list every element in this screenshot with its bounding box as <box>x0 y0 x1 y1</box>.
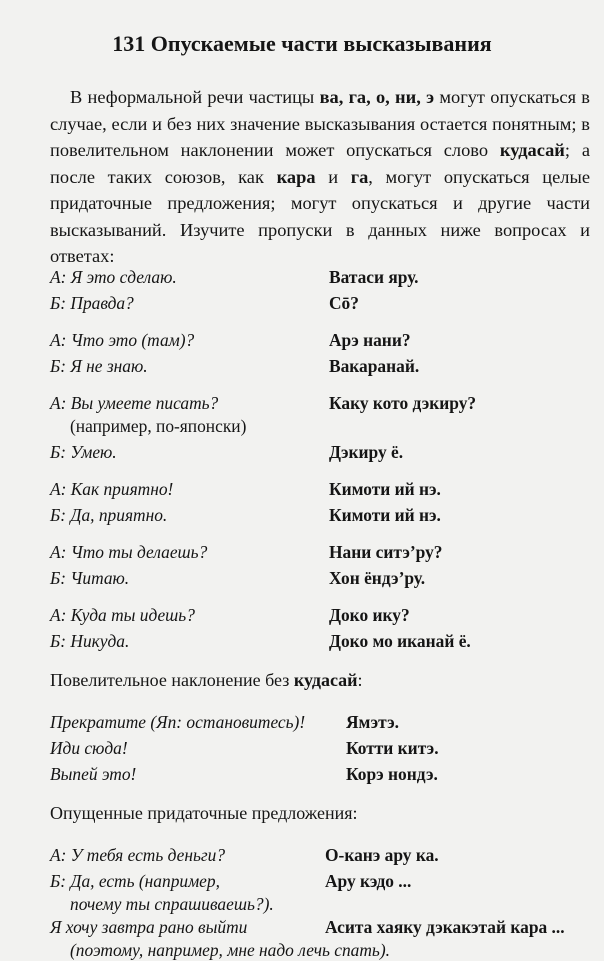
omitted-japanese: Асита хаяку дэкакэтай кара ... <box>325 917 565 937</box>
dialogue-russian: (например, по-японски) <box>70 416 247 436</box>
dialogue-russian: Б: Да, приятно. <box>50 505 168 525</box>
intro-text: и <box>315 166 351 187</box>
heading-colon: : <box>357 670 363 690</box>
dialogue-japanese: Сō? <box>329 293 359 313</box>
dialogue-japanese: Хон ёндэ’ру. <box>329 568 426 588</box>
intro-ga: га <box>350 166 369 187</box>
dialogue-russian: А: Как приятно! <box>50 479 174 499</box>
dialogue-russian: Б: Никуда. <box>50 631 130 651</box>
dialogue-japanese: Каку кото дэкиру? <box>329 393 477 413</box>
dialogue-russian: А: Я это сделаю. <box>50 267 177 287</box>
omitted-russian-continued: почему ты спрашиваешь?). <box>70 894 274 914</box>
dialogue-japanese: Дэкиру ё. <box>329 442 404 462</box>
omitted-russian: Б: Да, есть (например, <box>50 871 220 891</box>
imperative-russian: Иди сюда! <box>50 738 128 758</box>
omitted-russian-continued: (поэтому, например, мне надо лечь спать). <box>70 940 390 960</box>
dialogue-japanese: Кимоти ий нэ. <box>329 479 441 499</box>
intro-kudasai: кудасай <box>499 140 565 160</box>
omitted-japanese: О-канэ ару ка. <box>325 845 439 865</box>
dialogue-japanese: Нани ситэ’ру? <box>329 542 443 562</box>
dialogue-japanese: Вакаранай. <box>329 356 420 376</box>
dialogue-japanese: Доко ику? <box>329 605 410 625</box>
omitted-russian: Я хочу завтра рано выйти <box>50 917 248 937</box>
imperative-japanese: Котти китэ. <box>346 738 439 758</box>
omitted-russian: А: У тебя есть деньги? <box>50 845 226 865</box>
dialogue-japanese: Доко мо иканай ё. <box>329 631 471 651</box>
heading-text: Повелительное наклонение без <box>50 670 294 690</box>
dialogue-russian: Б: Я не знаю. <box>50 356 148 376</box>
imperative-russian: Прекратите (Яп: остановитесь)! <box>50 712 306 732</box>
heading-kudasai: кудасай <box>293 670 358 690</box>
imperative-russian: Выпей это! <box>50 764 137 784</box>
intro-text: могут опускаться в случае, если и без них значение высказывания остается понятным; в повелительном наклонении может опускаться слово <box>50 87 590 160</box>
dialogue-russian: А: Вы умеете писать? <box>50 393 219 413</box>
omitted-heading: Опущенные придаточные предложения: <box>50 803 358 823</box>
section-title: 131 Опускаемые части высказывания <box>112 31 492 56</box>
dialogue-russian: Б: Правда? <box>50 293 134 313</box>
intro-text: , могут опускаться целые придаточные предложения; могут опускаться и другие части высказываний. Изучите пропуски в данных ниже вопросах и ответах: <box>50 166 590 266</box>
dialogue-japanese: Арэ нани? <box>329 330 411 350</box>
imperative-heading <box>50 668 363 692</box>
dialogue-russian: Б: Читаю. <box>50 568 130 588</box>
dialogue-russian: А: Куда ты идешь? <box>50 605 195 625</box>
dialogue-japanese: Ватаси яру. <box>329 267 419 287</box>
intro-text: ; а после таких союзов, как <box>50 140 590 187</box>
dialogue-russian: Б: Умею. <box>50 442 117 462</box>
intro-text: В неформальной речи частицы <box>70 87 320 107</box>
intro-kara: кара <box>276 166 316 187</box>
dialogue-russian: А: Что ты делаешь? <box>50 542 208 562</box>
intro-paragraph <box>50 84 590 270</box>
imperative-japanese: Ямэтэ. <box>346 712 399 732</box>
dialogue-japanese: Кимоти ий нэ. <box>329 505 441 525</box>
intro-particles: ва, га, о, ни, э <box>319 87 435 107</box>
imperative-japanese: Корэ нондэ. <box>346 764 438 784</box>
omitted-japanese: Ару кэдо ... <box>325 871 412 891</box>
dialogue-russian: А: Что это (там)? <box>50 330 195 350</box>
